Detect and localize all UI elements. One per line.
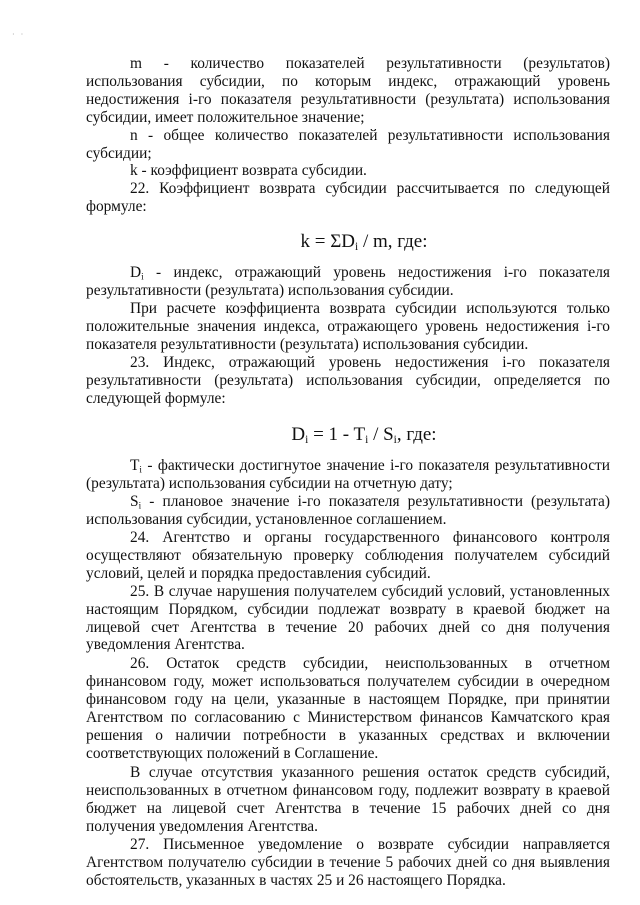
- formula-return-coefficient: [86, 231, 610, 253]
- di-text: - индекс, отражающий уровень недостижения i-го показателя результативности (результата) использования субсидии.: [86, 264, 610, 300]
- formula-1-lhs: k = ΣD: [300, 231, 356, 253]
- paragraph-25: 25. В случае нарушения получателем субсидий условий, установленных настоящим Порядком, субсидии подлежат возврату в краевой бюджет на лицевой счет Агентства в течение 20 рабочих дней со дня получения уведомления Агентства.: [86, 582, 610, 654]
- formula-2-c: / S: [368, 424, 394, 446]
- formula-2-a-sub: i: [305, 434, 309, 447]
- formula-1-rhs: / m, где:: [358, 231, 428, 253]
- di-symbol: D: [130, 264, 142, 282]
- paragraph-27: 27. Письменное уведомление о возврате субсидии направляется Агентством получателю субсидии в течение 5 рабочих дней со дня выявления обстоятельств, указанных в частях 25 и 26 настоящего Порядка.: [86, 836, 610, 890]
- si-text: - плановое значение i-го показателя результативности (результата) использования субсидии, установленное соглашением.: [86, 493, 610, 529]
- formula-2-d: , где:: [396, 424, 437, 446]
- formula-shortfall-index: [86, 424, 610, 446]
- ti-subscript: i: [139, 464, 142, 475]
- paragraph-di-definition: [86, 264, 610, 300]
- paragraph-24: 24. Агентство и органы государственного финансового контроля осуществляют обязательную проверку соблюдения получателем субсидий условий, целей и порядка предоставления субсидий.: [86, 529, 610, 582]
- paragraph-26-continued: В случае отсутствия указанного решения остаток средств субсидий, неиспользованных в отчетном финансовом году, подлежит возврату в краевой бюджет на лицевой счет Агентства в течение 15 рабочих дней со дня получения уведомления Агентства.: [86, 763, 610, 835]
- document-body: [86, 55, 610, 890]
- paragraph-ti-definition: [86, 457, 610, 493]
- formula-2-b: = 1 - T: [308, 424, 366, 446]
- paragraph-n-definition: n - общее количество показателей результативности использования субсидии;: [86, 126, 610, 162]
- paragraph-si-definition: [86, 493, 610, 529]
- ti-text: - фактически достигнутое значение i-го показателя результативности (результата) использования субсидии на отчетную дату;: [86, 457, 610, 493]
- si-symbol: S: [130, 493, 139, 511]
- formula-1-sub: i: [355, 241, 359, 254]
- di-subscript: i: [141, 271, 144, 282]
- paragraph-k-definition: k - коэффициент возврата субсидии.: [130, 162, 367, 180]
- paragraph-positive-values: При расчете коэффициента возврата субсидии используются только положительные значения индекса, отражающего уровень недостижения i-го показателя результативности (результата) использования субсидии.: [86, 299, 610, 353]
- paragraph-26: 26. Остаток средств субсидии, неиспользованных в отчетном финансовом году, может использоваться получателем субсидии в очередном финансовом году на цели, указанные в настоящем Порядке, при принятии Агентством по согласованию с Министерством финансов Камчатского края решения о наличии потребности в указанных средствах и включении соответствующих положений в Соглашение.: [86, 655, 610, 762]
- corner-mark: · ·: [12, 30, 26, 39]
- si-subscript: i: [138, 500, 142, 511]
- paragraph-m-definition: m - количество показателей результативности (результатов) использования субсидии, по которым индекс, отражающий уровень недостижения i-го показателя результативности (результата) использования субсидии, имеет положительное значение;: [86, 55, 610, 126]
- formula-2-b-sub: i: [365, 434, 369, 447]
- formula-2-c-sub: i: [393, 434, 397, 447]
- ti-symbol: T: [130, 457, 140, 475]
- paragraph-22: 22. Коэффициент возврата субсидии рассчитывается по следующей формуле:: [86, 180, 610, 216]
- paragraph-23: 23. Индекс, отражающий уровень недостижения i-го показателя результативности (результата) использования субсидии, определяется по следующей формуле:: [86, 353, 610, 407]
- formula-2-a: D: [291, 424, 306, 446]
